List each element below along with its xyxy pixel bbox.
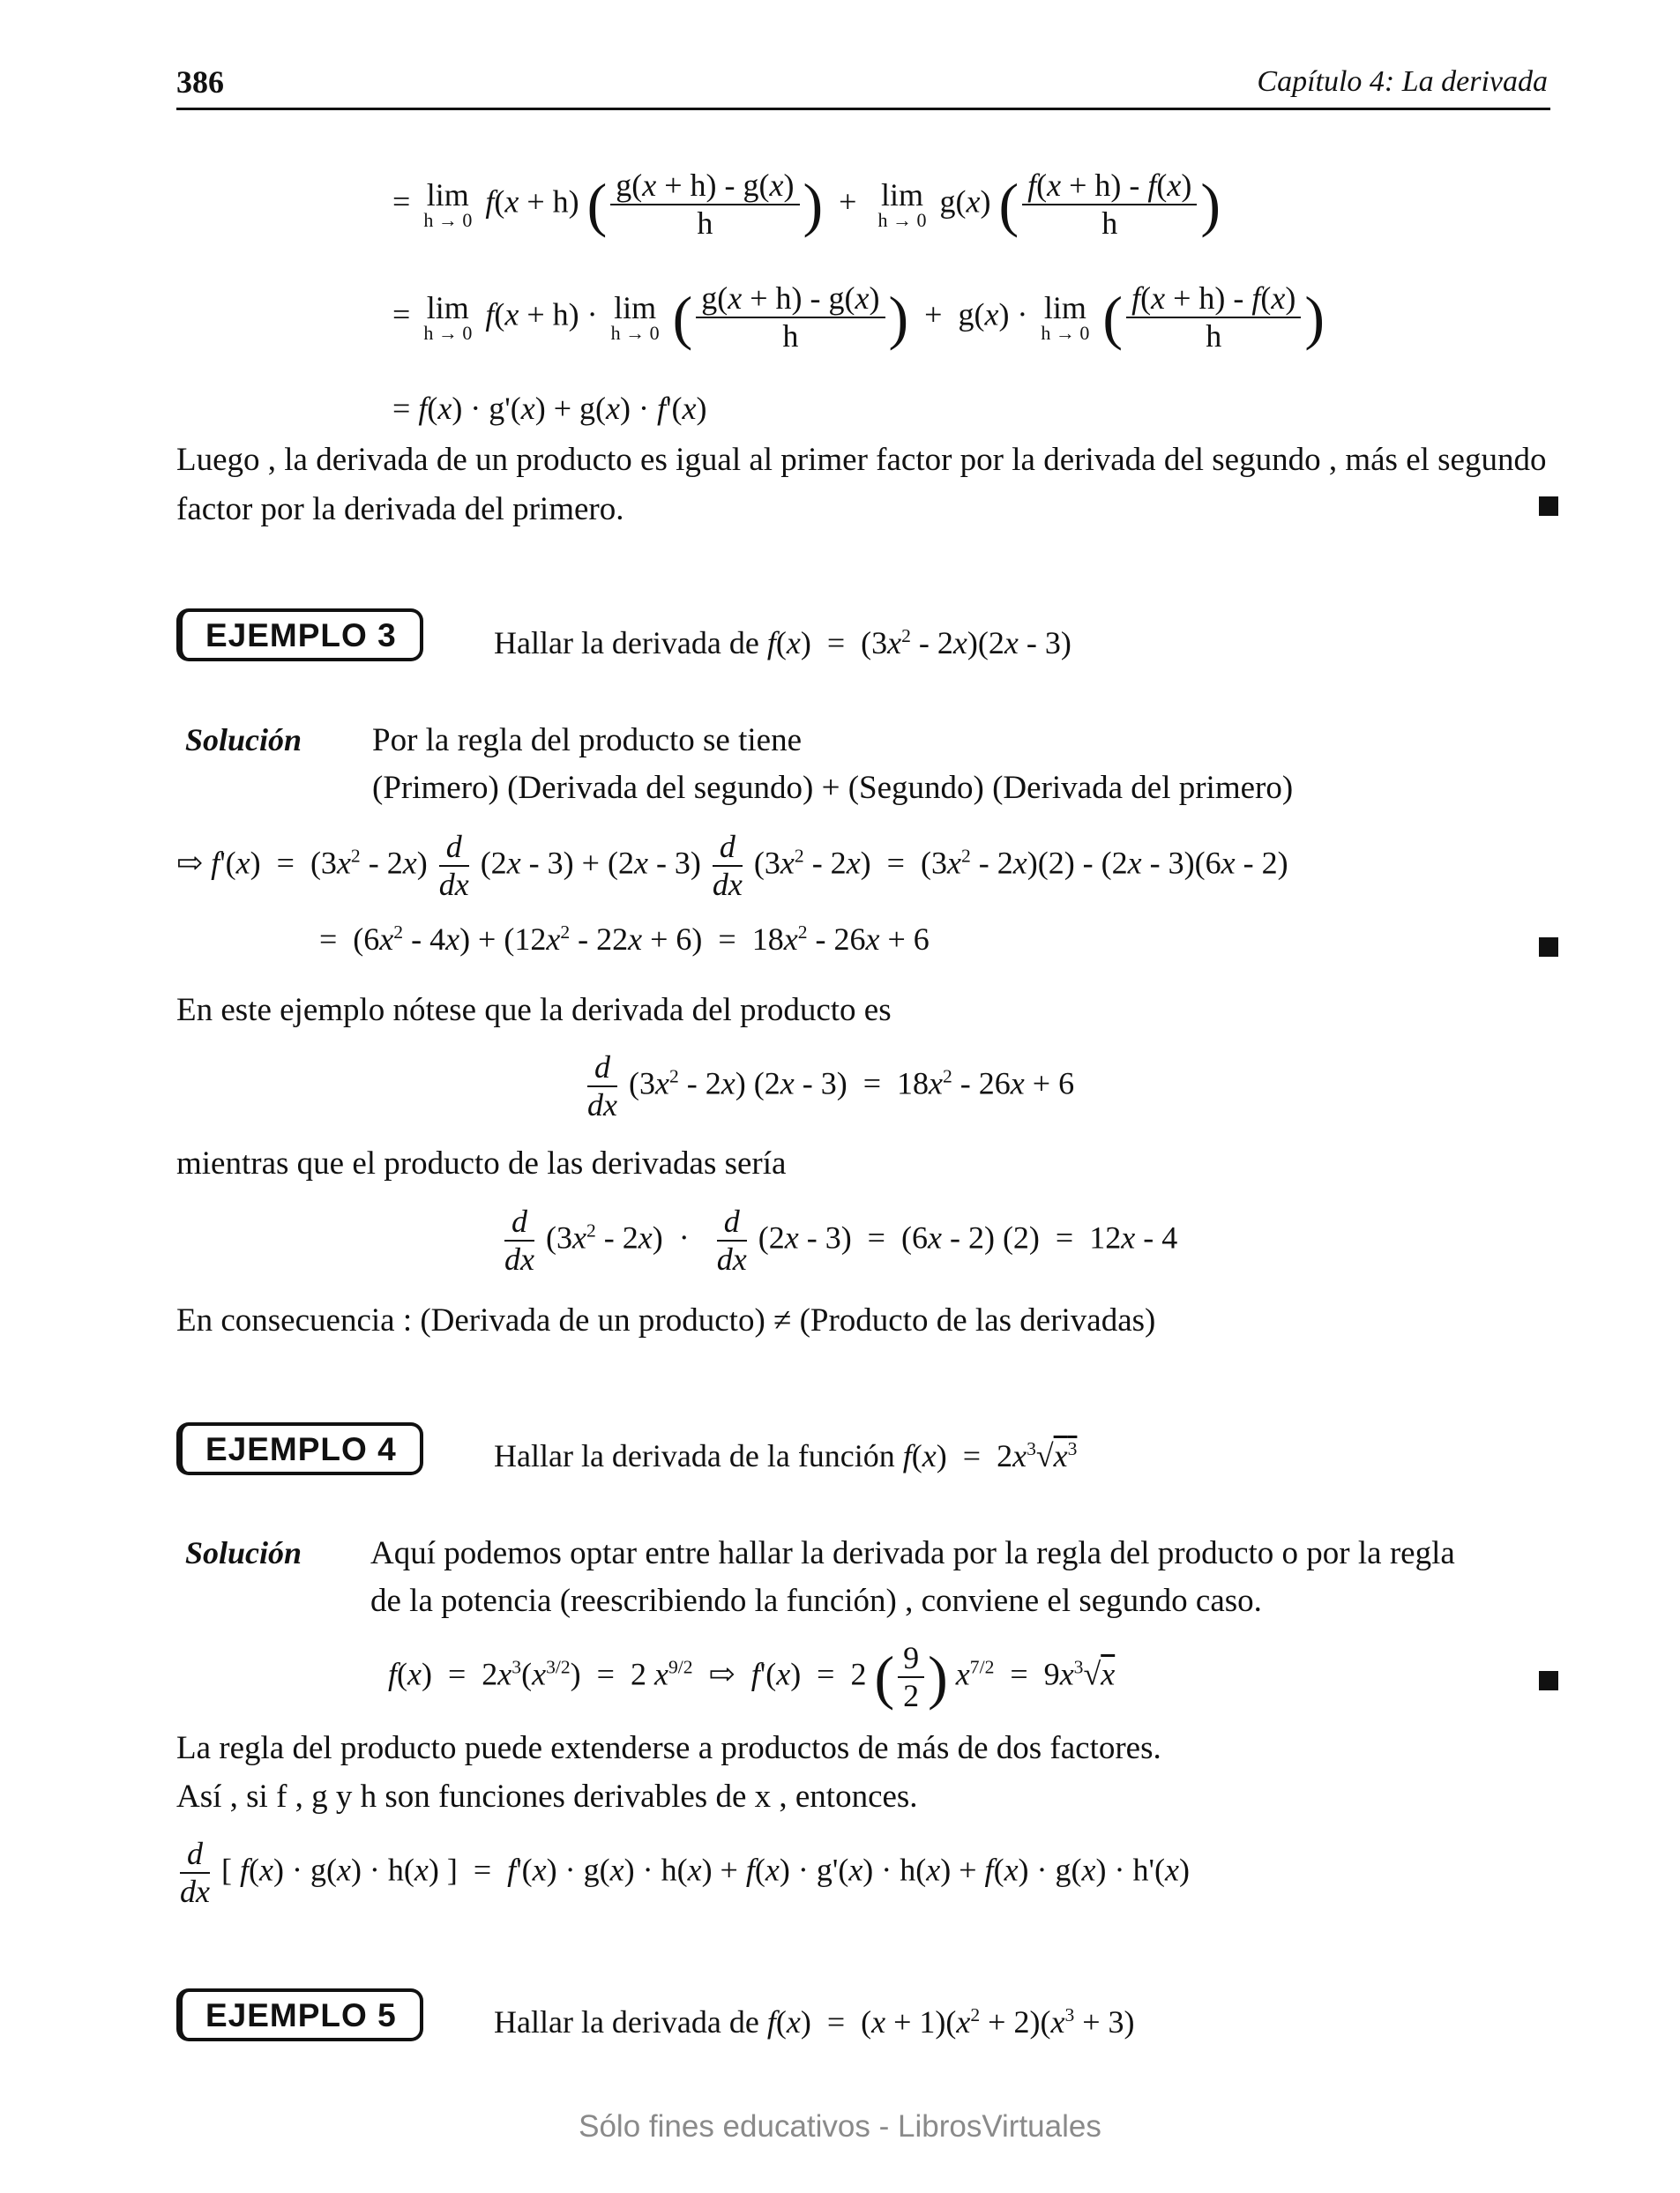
ejemplo-3-sol-line-1: Por la regla del producto se tiene xyxy=(372,722,802,758)
ejemplo-3-eq-4: $\frac{d}{dx}$ $(3x^2 - 2x)$ · $\frac{d}{dx}$ (2x - 3) = (6x - 2) (2) = 12x - 4 xyxy=(504,1204,1178,1278)
ejemplo-3-note-1: En este ejemplo nótese que la derivada del producto es xyxy=(176,992,892,1028)
extension-line-1: La regla del producto puede extenderse a productos de más de dos factores. xyxy=(176,1730,1161,1766)
ejemplo-3-label: EJEMPLO 3 xyxy=(176,608,423,661)
ejemplo-3-note-2: mientras que el producto de las derivadas sería xyxy=(176,1145,787,1182)
ejemplo-4-prompt: Hallar la derivada de la función $f(x) = 2x^3√x^3$ xyxy=(494,1438,1078,1473)
ejemplo-4-eq-1: $f(x) = 2x^3(x^{3/2}) = 2$ $x^{9/2}$ ⇨ f'(x) = 2 ( $\frac{9}{2}$ ) $x^{7/2} = 9x^3√x$ xyxy=(388,1640,1116,1714)
qed-mark xyxy=(1539,937,1558,957)
ejemplo-5-prompt: Hallar la derivada de $f(x) = (x + 1)(x^2 + 2)(x^3 + 3)$ xyxy=(494,2004,1135,2040)
header-rule xyxy=(176,108,1550,110)
ejemplo-5-label: EJEMPLO 5 xyxy=(176,1988,423,2041)
proof-line-1: = lim h → 0 f(x + h) ( $\frac{g(x + h) - g(x)}{h}$ ) + lim h → 0 g(x) ( $\frac{f(x + h) - f(x)}{h}$ ) xyxy=(392,168,1221,242)
proof-conclusion: Luego , la derivada de un producto es igual al primer factor por la derivada del segundo , más el segundo factor por la derivada del primero. xyxy=(176,442,1547,527)
extension-eq: $\frac{d}{dx}$ [ f(x) · g(x) · h(x) ] = f'(x) · g(x) · h(x) + f(x) · g'(x) · h(x) + f(x) · g(x) · h'(x) xyxy=(180,1836,1190,1910)
ejemplo-3-eq-1: ⇨ $f'(x) = (3x^2 - 2x)$ $\frac{d}{dx}$ (2x - 3) + (2x - 3) $\frac{d}{dx}$ $(3x^2 - 2x) = (3x^2 - 2x)(2) - (2x - 3)(6x - 2)$ xyxy=(176,829,1288,903)
page-number: 386 xyxy=(176,64,224,100)
proof-line-3: = f(x) · g'(x) + g(x) · f'(x) xyxy=(392,391,707,426)
ejemplo-4-label: EJEMPLO 4 xyxy=(176,1422,423,1475)
ejemplo-3-solucion-label: Solución xyxy=(185,722,302,757)
ejemplo-3-eq-2: = $(6x^2 - 4x) + (12x^2 - 22x + 6) = 18x^2 - 26x + 6$ xyxy=(319,921,930,957)
ejemplo-3-prompt: Hallar la derivada de $f(x) = (3x^2 - 2x)(2x - 3)$ xyxy=(494,625,1071,660)
ejemplo-4-sol-line-2: de la potencia (reescribiendo la función) , conviene el segundo caso. xyxy=(370,1583,1262,1619)
footer-watermark: Sólo fines educativos - LibrosVirtuales xyxy=(579,2109,1101,2144)
ejemplo-3-note-3: En consecuencia : (Derivada de un producto) ≠ (Producto de las derivadas) xyxy=(176,1302,1156,1339)
ejemplo-3-sol-line-2: (Primero) (Derivada del segundo) + (Segundo) (Derivada del primero) xyxy=(372,770,1294,806)
ejemplo-4-solucion-label: Solución xyxy=(185,1535,302,1570)
qed-mark xyxy=(1539,496,1558,516)
ejemplo-4-sol-line-1: Aquí podemos optar entre hallar la derivada por la regla del producto o por la regla xyxy=(370,1535,1455,1571)
qed-mark xyxy=(1539,1671,1558,1690)
proof-line-2: = lim h → 0 f(x + h) · lim h → 0 ( $\frac{g(x + h) - g(x)}{h}$ ) + g(x) · lim h → 0 ( $\frac{f(x + h) - f(x)}{h}$ ) xyxy=(392,280,1325,354)
ejemplo-3-eq-3: $\frac{d}{dx}$ $(3x^2 - 2x)$ $(2x - 3) = 18x^2 - 26x + 6$ xyxy=(587,1049,1075,1123)
extension-line-2: Así , si f , g y h son funciones derivables de x , entonces. xyxy=(176,1779,918,1815)
chapter-title: Capítulo 4: La derivada xyxy=(1257,65,1548,98)
